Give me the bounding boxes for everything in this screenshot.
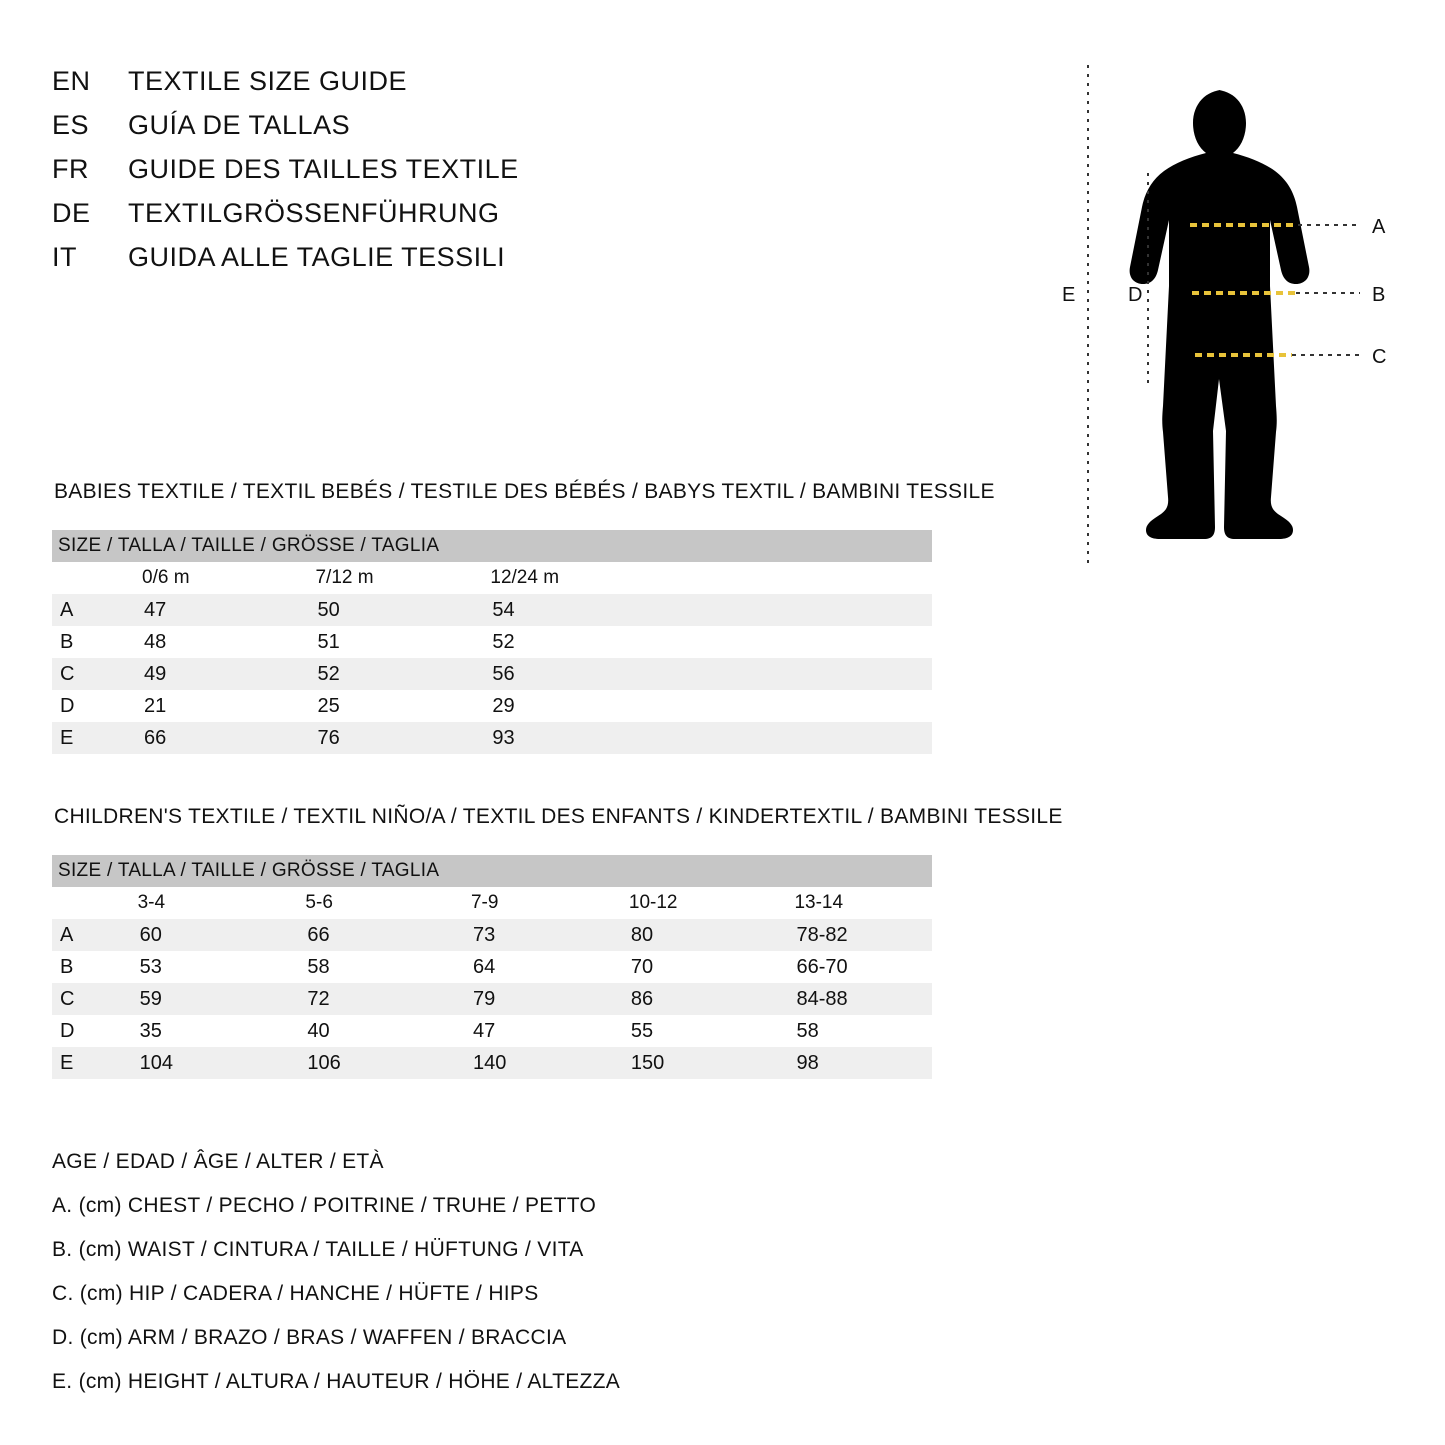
table-row <box>52 983 932 1015</box>
babies-col-header-0: 0/6 m <box>112 562 285 594</box>
children-cell-d-0: 35 <box>108 1015 276 1047</box>
babies-cell-c-0: 49 <box>112 658 285 690</box>
babies-cell-b-2: 52 <box>460 626 636 658</box>
title-block <box>52 66 772 286</box>
legend-block <box>52 1140 952 1404</box>
babies-table-band <box>52 530 932 562</box>
legend-item-hip: C. (cm) HIP / CADERA / HANCHE / HÜFTE / HIPS <box>52 1282 539 1305</box>
table-row <box>52 690 932 722</box>
children-col-header-3: 10-12 <box>599 887 765 919</box>
babies-cell-a-fill <box>637 594 932 626</box>
babies-cell-d-fill <box>637 690 932 722</box>
children-cell-c-3: 86 <box>599 983 765 1015</box>
babies-cell-b-1: 51 <box>285 626 460 658</box>
children-cell-a-4: 78-82 <box>764 919 932 951</box>
title-lang-en: EN <box>52 66 91 96</box>
children-cell-a-0: 60 <box>108 919 276 951</box>
children-cell-d-3: 55 <box>599 1015 765 1047</box>
babies-col-header-fill <box>637 562 932 594</box>
title-row-it <box>52 242 772 286</box>
children-cell-c-0: 59 <box>108 983 276 1015</box>
babies-cell-d-1: 25 <box>285 690 460 722</box>
babies-cell-e-0: 66 <box>112 722 285 754</box>
children-row-label-a: A <box>52 919 108 951</box>
children-col-header-1: 5-6 <box>275 887 441 919</box>
title-row-de <box>52 198 772 242</box>
legend-item-chest: A. (cm) CHEST / PECHO / POITRINE / TRUHE / PETTO <box>52 1194 597 1217</box>
babies-row-label-e: E <box>52 722 112 754</box>
children-row-label-b: B <box>52 951 108 983</box>
figure-label-e: E <box>1062 284 1076 306</box>
babies-cell-b-0: 48 <box>112 626 285 658</box>
children-column-headers <box>52 887 932 919</box>
table-row <box>52 919 932 951</box>
babies-row-label-c: C <box>52 658 112 690</box>
table-row <box>52 626 932 658</box>
table-row <box>52 594 932 626</box>
babies-row-label-d: D <box>52 690 112 722</box>
children-cell-a-2: 73 <box>441 919 599 951</box>
babies-row-label-a: A <box>52 594 112 626</box>
babies-band-label: SIZE / TALLA / TAILLE / GRÖSSE / TAGLIA <box>52 530 932 562</box>
children-cell-c-2: 79 <box>441 983 599 1015</box>
children-col-header-0: 3-4 <box>108 887 276 919</box>
children-cell-d-1: 40 <box>275 1015 441 1047</box>
children-cell-b-1: 58 <box>275 951 441 983</box>
children-cell-e-1: 106 <box>275 1047 441 1079</box>
babies-col-header-2: 12/24 m <box>460 562 636 594</box>
children-cell-a-1: 66 <box>275 919 441 951</box>
legend-item-height: E. (cm) HEIGHT / ALTURA / HAUTEUR / HÖHE / ALTEZZA <box>52 1370 621 1393</box>
title-row-fr <box>52 154 772 198</box>
children-cell-d-2: 47 <box>441 1015 599 1047</box>
babies-cell-c-fill <box>637 658 932 690</box>
measurement-figure <box>1040 55 1420 575</box>
title-text-it: GUIDA ALLE TAGLIE TESSILI <box>128 242 506 272</box>
babies-cell-c-1: 52 <box>285 658 460 690</box>
babies-row-label-b: B <box>52 626 112 658</box>
babies-cell-e-2: 93 <box>460 722 636 754</box>
babies-cell-d-2: 29 <box>460 690 636 722</box>
legend-item-age: AGE / EDAD / ÂGE / ALTER / ETÀ <box>52 1150 384 1173</box>
table-row <box>52 658 932 690</box>
title-lang-it: IT <box>52 242 77 272</box>
title-text-de: TEXTILGRÖSSENFÜHRUNG <box>128 198 500 228</box>
children-size-table <box>52 855 932 1079</box>
babies-column-headers <box>52 562 932 594</box>
children-cell-c-4: 84-88 <box>764 983 932 1015</box>
children-cell-d-4: 58 <box>764 1015 932 1047</box>
children-row-label-c: C <box>52 983 108 1015</box>
child-silhouette-icon <box>1130 90 1310 539</box>
children-cell-c-1: 72 <box>275 983 441 1015</box>
children-row-label-e: E <box>52 1047 108 1079</box>
babies-col-header-1: 7/12 m <box>285 562 460 594</box>
babies-cell-d-0: 21 <box>112 690 285 722</box>
children-row-label-d: D <box>52 1015 108 1047</box>
children-cell-b-0: 53 <box>108 951 276 983</box>
children-cell-b-2: 64 <box>441 951 599 983</box>
title-lang-fr: FR <box>52 154 89 184</box>
children-band-label: SIZE / TALLA / TAILLE / GRÖSSE / TAGLIA <box>52 855 932 887</box>
babies-cell-e-fill <box>637 722 932 754</box>
children-cell-e-0: 104 <box>108 1047 276 1079</box>
table-row <box>52 951 932 983</box>
title-text-es: GUÍA DE TALLAS <box>128 110 351 140</box>
table-row <box>52 722 932 754</box>
children-cell-b-3: 70 <box>599 951 765 983</box>
figure-label-b: B <box>1372 284 1386 306</box>
babies-cell-c-2: 56 <box>460 658 636 690</box>
babies-cell-e-1: 76 <box>285 722 460 754</box>
title-lang-es: ES <box>52 110 90 140</box>
figure-label-c: C <box>1372 346 1387 368</box>
children-col-header-4: 13-14 <box>764 887 932 919</box>
children-cell-b-4: 66-70 <box>764 951 932 983</box>
babies-corner-cell <box>52 562 112 594</box>
legend-item-arm: D. (cm) ARM / BRAZO / BRAS / WAFFEN / BRACCIA <box>52 1326 567 1349</box>
children-table-band <box>52 855 932 887</box>
children-corner-cell <box>52 887 108 919</box>
table-row <box>52 1015 932 1047</box>
children-section-heading: CHILDREN'S TEXTILE / TEXTIL NIÑO/A / TEXTIL DES ENFANTS / KINDERTEXTIL / BAMBINI TESSILE <box>54 805 1063 828</box>
babies-size-table <box>52 530 932 754</box>
babies-section-heading: BABIES TEXTILE / TEXTIL BEBÉS / TESTILE DES BÉBÉS / BABYS TEXTIL / BAMBINI TESSILE <box>54 480 995 503</box>
title-text-fr: GUIDE DES TAILLES TEXTILE <box>128 154 519 184</box>
legend-item-waist: B. (cm) WAIST / CINTURA / TAILLE / HÜFTUNG / VITA <box>52 1238 584 1261</box>
babies-cell-a-0: 47 <box>112 594 285 626</box>
babies-cell-a-1: 50 <box>285 594 460 626</box>
children-cell-a-3: 80 <box>599 919 765 951</box>
children-col-header-2: 7-9 <box>441 887 599 919</box>
babies-cell-a-2: 54 <box>460 594 636 626</box>
figure-label-a: A <box>1372 216 1386 238</box>
babies-cell-b-fill <box>637 626 932 658</box>
children-cell-e-2: 140 <box>441 1047 599 1079</box>
title-text-en: TEXTILE SIZE GUIDE <box>128 66 408 96</box>
children-cell-e-4: 98 <box>764 1047 932 1079</box>
table-row <box>52 1047 932 1079</box>
title-row-en <box>52 66 772 110</box>
children-cell-e-3: 150 <box>599 1047 765 1079</box>
title-row-es <box>52 110 772 154</box>
figure-label-d: D <box>1128 284 1143 306</box>
title-lang-de: DE <box>52 198 91 228</box>
